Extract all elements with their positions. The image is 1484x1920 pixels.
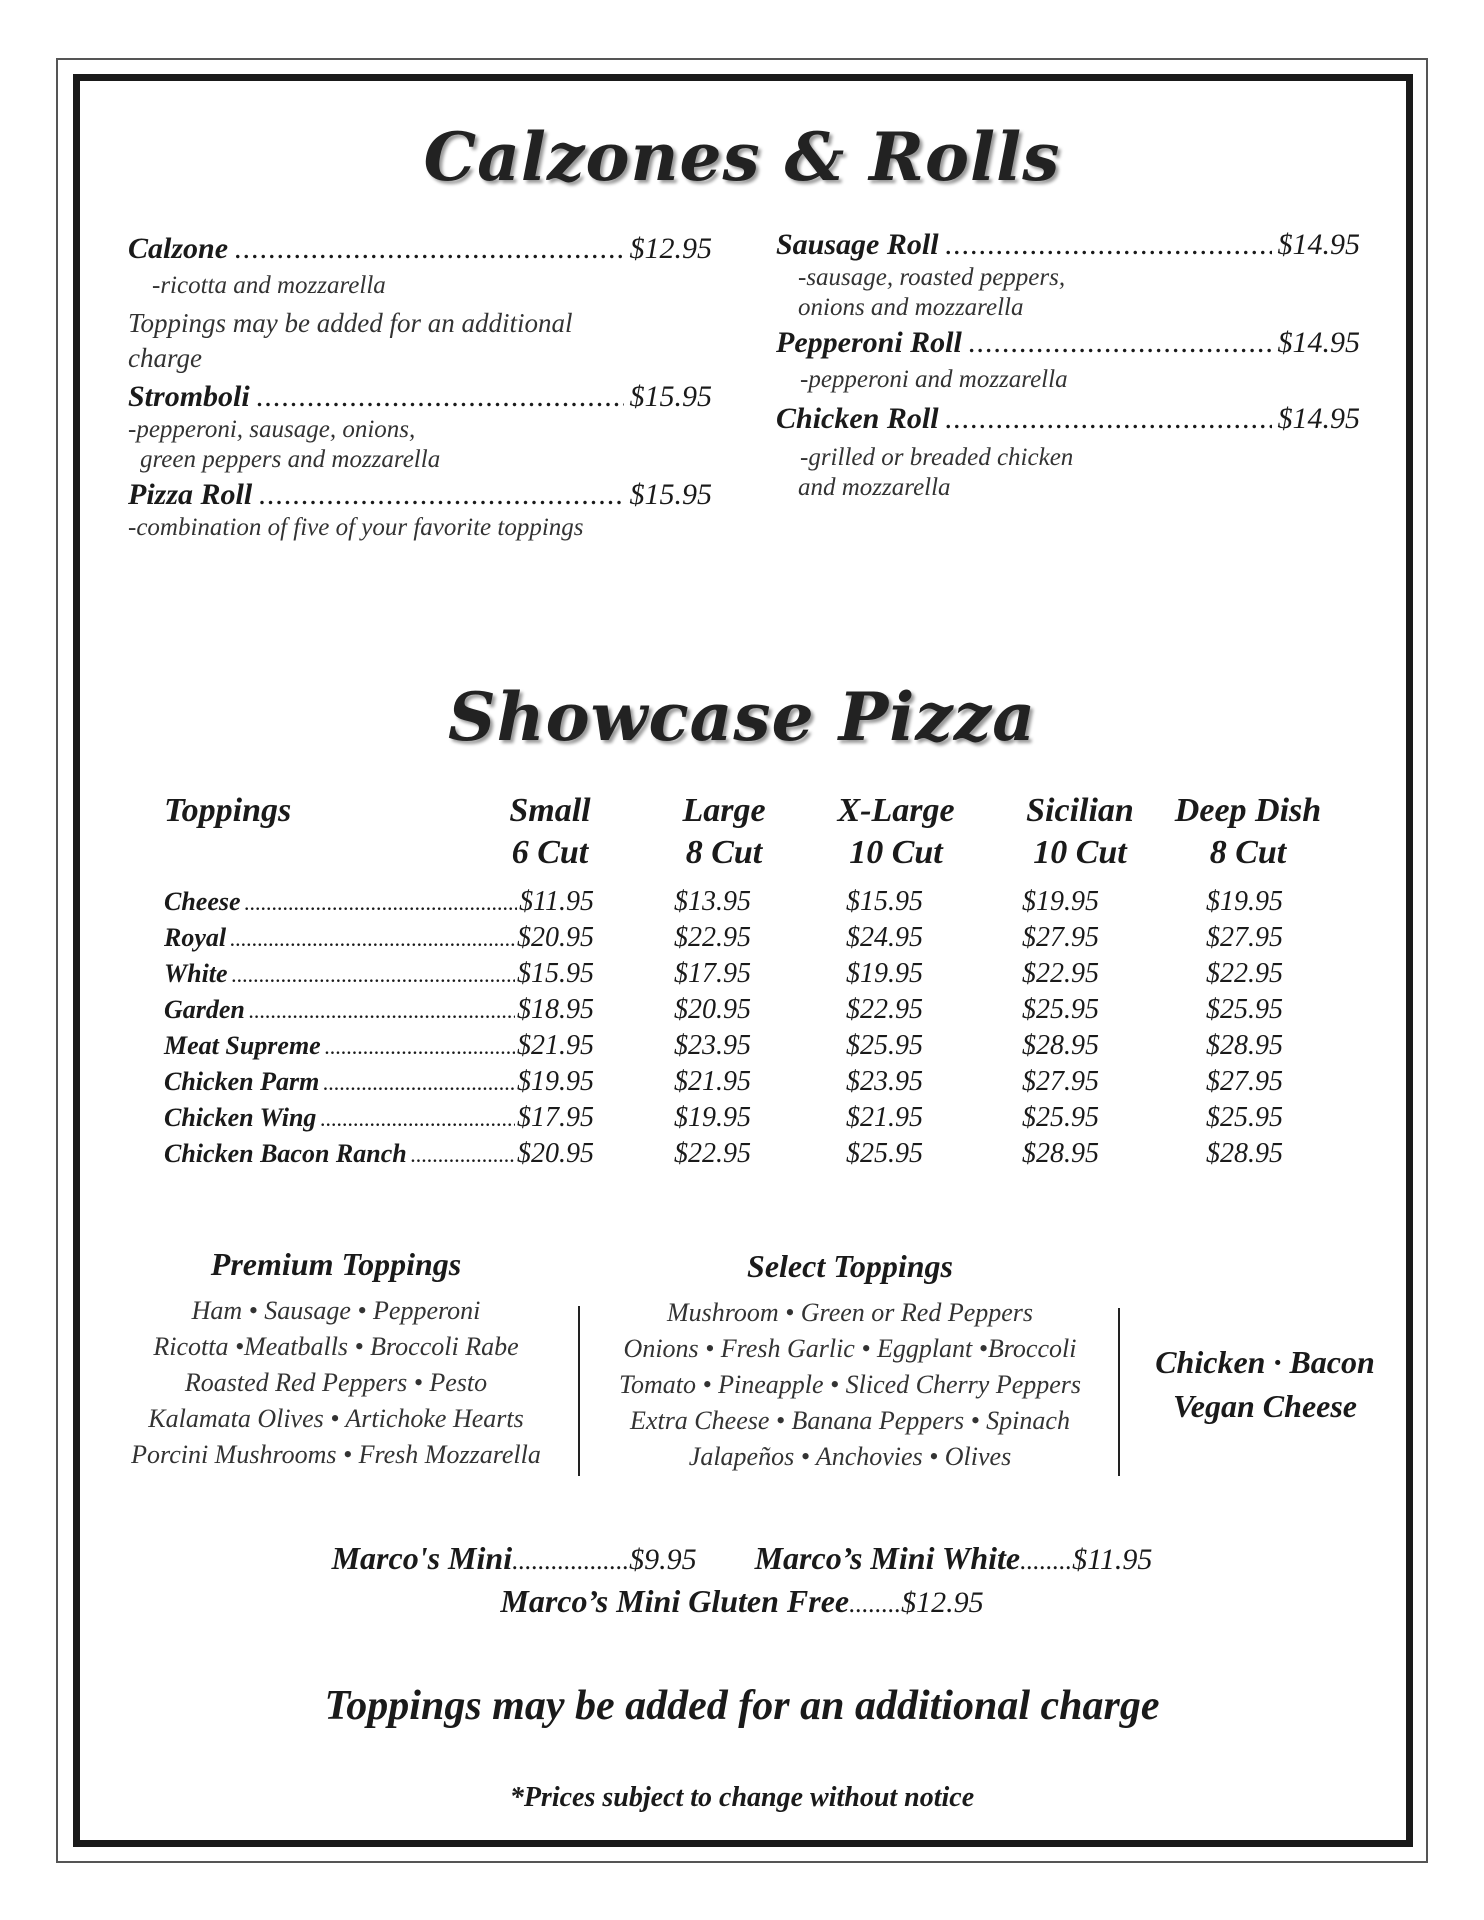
size-label: Large (682, 792, 766, 829)
topping-divider (578, 1306, 580, 1476)
item-price: $14.95 (1277, 402, 1360, 435)
price-x-large: $22.95 (846, 994, 923, 1025)
item-name: Pizza Roll (128, 478, 253, 511)
price-deep-dish: $25.95 (1206, 1102, 1283, 1133)
price-sicilian: $19.95 (1022, 886, 1099, 917)
price-x-large: $19.95 (846, 958, 923, 989)
mini-name: Marco's Mini (331, 1540, 513, 1576)
topping-line: Jalapeños • Anchovies • Olives (688, 1442, 1012, 1471)
header-deep-dish (1160, 790, 1336, 874)
mini-price: $11.95 (1072, 1543, 1153, 1576)
item-price: $12.95 (629, 232, 712, 265)
extra-toppings-line: Chicken · Bacon (1155, 1344, 1375, 1380)
dot-leader (232, 962, 515, 988)
dot-leader (245, 890, 518, 916)
item-name: Chicken Roll (776, 402, 939, 435)
header-sicilian (1000, 790, 1160, 874)
table-row (164, 1102, 1324, 1138)
showcase-title: Showcase Pizza (448, 678, 1036, 756)
cut-label: 6 Cut (511, 834, 589, 871)
price-small: $11.95 (519, 886, 594, 917)
select-toppings-title: Select Toppings (747, 1248, 953, 1284)
price-sicilian: $27.95 (1022, 922, 1099, 953)
item-description: -sausage, roasted peppers, (798, 264, 1066, 291)
price-small: $15.95 (517, 958, 594, 989)
dot-leader (968, 326, 1272, 360)
price-x-large: $15.95 (846, 886, 923, 917)
dot-leader: .................. (512, 1546, 630, 1575)
price-small: $20.95 (517, 922, 594, 953)
item-name: Sausage Roll (776, 228, 939, 261)
pizza-name: Chicken Wing (164, 1103, 317, 1132)
topping-line: Onions • Fresh Garlic • Eggplant •Broccoli (623, 1334, 1077, 1363)
size-label: Deep Dish (1174, 792, 1322, 829)
pizza-name: Meat Supreme (164, 1031, 321, 1060)
size-label: Small (509, 792, 591, 829)
price-large: $19.95 (674, 1102, 751, 1133)
price-x-large: $25.95 (846, 1030, 923, 1061)
item-description: -combination of five of your favorite toppings (128, 514, 584, 541)
price-deep-dish: $25.95 (1206, 994, 1283, 1025)
price-large: $17.95 (674, 958, 751, 989)
header-small (480, 790, 620, 874)
item-description: Toppings may be added for an additional (128, 308, 573, 338)
topping-line: Extra Cheese • Banana Peppers • Spinach (630, 1406, 1070, 1435)
price-deep-dish: $28.95 (1206, 1138, 1283, 1169)
dot-leader (234, 232, 623, 266)
price-sicilian: $25.95 (1022, 994, 1099, 1025)
cut-label: 10 Cut (849, 834, 943, 871)
menu-item-pepperoni-roll (776, 326, 1360, 360)
dot-leader (325, 1034, 515, 1060)
menu-item-calzone (128, 232, 712, 266)
topping-line: Ham • Sausage • Pepperoni (191, 1296, 481, 1325)
price-x-large: $21.95 (846, 1102, 923, 1133)
price-deep-dish: $28.95 (1206, 1030, 1283, 1061)
item-name: Stromboli (128, 380, 250, 413)
table-row (164, 958, 1324, 994)
item-price: $15.95 (629, 380, 712, 413)
table-row (164, 1066, 1324, 1102)
premium-toppings (116, 1246, 556, 1473)
pizza-name: White (164, 959, 228, 988)
select-toppings (610, 1248, 1090, 1475)
dot-leader (249, 998, 515, 1024)
item-description: charge (128, 343, 202, 373)
topping-divider (1118, 1308, 1120, 1476)
dot-leader (320, 1106, 515, 1132)
item-price: $14.95 (1277, 326, 1360, 359)
item-description: and mozzarella (798, 474, 951, 501)
calzones-right-column (776, 228, 1360, 502)
mini-name: Marco’s Mini Gluten Free (500, 1583, 850, 1619)
topping-line: Porcini Mushrooms • Fresh Mozzarella (131, 1440, 541, 1469)
pizza-name: Chicken Bacon Ranch (164, 1139, 407, 1168)
price-large: $20.95 (674, 994, 751, 1025)
dot-leader: ........ (1020, 1546, 1073, 1575)
pizza-price-table (164, 886, 1324, 1174)
price-large: $13.95 (674, 886, 751, 917)
item-description: -grilled or breaded chicken (800, 444, 1074, 471)
price-large: $23.95 (674, 1030, 751, 1061)
dot-leader: ........ (849, 1589, 902, 1618)
cut-label: 8 Cut (1209, 834, 1287, 871)
price-small: $19.95 (517, 1066, 594, 1097)
pizza-name: Garden (164, 995, 245, 1024)
topping-line: Tomato • Pineapple • Sliced Cherry Peppers (618, 1370, 1082, 1399)
price-deep-dish: $22.95 (1206, 958, 1283, 989)
price-small: $21.95 (517, 1030, 594, 1061)
menu-item-chicken-roll (776, 402, 1360, 436)
item-description: -pepperoni and mozzarella (800, 366, 1068, 393)
item-description: -ricotta and mozzarella (152, 272, 386, 299)
dot-leader (323, 1070, 515, 1096)
item-name: Calzone (128, 232, 229, 265)
price-sicilian: $27.95 (1022, 1066, 1099, 1097)
table-row (164, 922, 1324, 958)
prices-note: *Prices subject to change without notice (509, 1782, 975, 1813)
topping-line: Kalamata Olives • Artichoke Hearts (148, 1404, 524, 1433)
menu-item-sausage-roll (776, 228, 1360, 262)
mini-price: $9.95 (629, 1543, 697, 1576)
item-price: $15.95 (629, 478, 712, 511)
price-deep-dish: $27.95 (1206, 922, 1283, 953)
dot-leader (256, 380, 624, 414)
calzones-left-column (128, 232, 712, 542)
dot-leader (945, 228, 1272, 262)
price-small: $17.95 (517, 1102, 594, 1133)
dot-leader (258, 478, 623, 512)
pizza-name: Cheese (164, 887, 241, 916)
price-small: $20.95 (517, 1138, 594, 1169)
extra-toppings-line: Vegan Cheese (1173, 1388, 1357, 1424)
table-row (164, 886, 1324, 922)
dot-leader (230, 926, 515, 952)
mini-name: Marco’s Mini White (754, 1540, 1021, 1576)
table-row (164, 1138, 1324, 1174)
premium-toppings-title: Premium Toppings (210, 1246, 462, 1282)
topping-line: Mushroom • Green or Red Peppers (666, 1298, 1034, 1327)
price-small: $18.95 (517, 994, 594, 1025)
price-deep-dish: $27.95 (1206, 1066, 1283, 1097)
pizza-name: Chicken Parm (164, 1067, 320, 1096)
menu-item-pizza-roll (128, 478, 712, 512)
price-sicilian: $28.95 (1022, 1138, 1099, 1169)
price-large: $22.95 (674, 922, 751, 953)
extra-toppings (1130, 1340, 1400, 1428)
price-large: $22.95 (674, 1138, 751, 1169)
price-large: $21.95 (674, 1066, 751, 1097)
mini-pizzas (0, 1540, 1484, 1620)
mini-price: $12.95 (901, 1586, 984, 1619)
item-description: green peppers and mozzarella (140, 446, 441, 473)
price-x-large: $24.95 (846, 922, 923, 953)
header-toppings: Toppings (164, 792, 292, 829)
header-x-large (816, 790, 976, 874)
topping-line: Roasted Red Peppers • Pesto (184, 1368, 488, 1397)
item-price: $14.95 (1277, 228, 1360, 261)
menu-item-stromboli (128, 380, 712, 414)
cut-label: 8 Cut (685, 834, 763, 871)
toppings-note: Toppings may be added for an additional charge (324, 1683, 1160, 1729)
table-row (164, 1030, 1324, 1066)
size-label: X-Large (837, 792, 955, 829)
dot-leader (945, 402, 1272, 436)
pizza-name: Royal (164, 923, 227, 952)
calzones-title: Calzones & Rolls (423, 118, 1061, 196)
item-name: Pepperoni Roll (776, 326, 962, 359)
header-large (654, 790, 794, 874)
item-description: -pepperoni, sausage, onions, (128, 416, 416, 443)
price-deep-dish: $19.95 (1206, 886, 1283, 917)
topping-line: Ricotta •Meatballs • Broccoli Rabe (153, 1332, 519, 1361)
dot-leader (411, 1142, 515, 1168)
price-x-large: $23.95 (846, 1066, 923, 1097)
cut-label: 10 Cut (1033, 834, 1127, 871)
price-sicilian: $28.95 (1022, 1030, 1099, 1061)
price-x-large: $25.95 (846, 1138, 923, 1169)
price-sicilian: $22.95 (1022, 958, 1099, 989)
size-label: Sicilian (1026, 792, 1134, 829)
table-row (164, 994, 1324, 1030)
price-sicilian: $25.95 (1022, 1102, 1099, 1133)
item-description: onions and mozzarella (798, 294, 1024, 321)
